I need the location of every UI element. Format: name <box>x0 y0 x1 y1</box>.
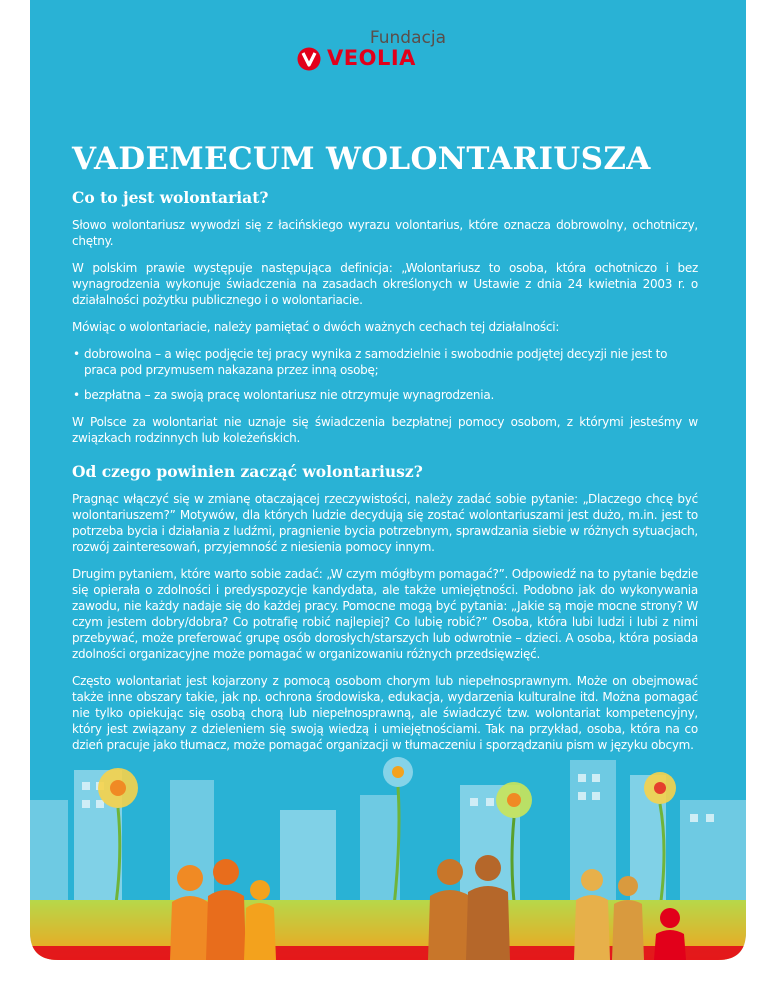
paragraph: W Polsce za wolontariat nie uznaje się świadczenia bezpłatnej pomocy osobom, z którymi jesteśmy w związkach rodzinnych lub koleżeńskich. <box>72 415 698 445</box>
logo-veolia-text: VEOLIA <box>327 46 416 70</box>
city-illustration <box>30 740 746 960</box>
logo-fundacja-text: Fundacja <box>369 28 446 48</box>
document-title: VADEMECUM WOLONTARIUSZA <box>72 141 651 177</box>
paragraph: Drugim pytaniem, które warto sobie zadać: „W czym mógłbym pomagać?”. Odpowiedź na to pytanie będzie się opierała o zdolności i predyspozycje kandydata, ale także umiejętności. Podobno jak do wykonywania zawodu, nie każdy nadaje się do każdej pracy. Pomocne mogą być pytania: „Jakie są moje mocne strony? W czym jestem dobry/dobra? Co potrafię robić najlepiej? Co lubię robić?” Osoba, która lubi ludzi i lubi z nimi przebywać, może preferować grupę osób dorosłych/starszych lub odwrotnie – dzieci. A osoba, która posiada zdolności organizacyjne może pomagać w organizowaniu różnych przedsięwzięć. <box>72 567 698 661</box>
veolia-logo-icon <box>296 46 322 72</box>
bullet-item: • dobrowolna – a więc podjęcie tej pracy wynika z samodzielnie i swobodnie podjętej decyzji nie jest to praca pod przymusem nakazana przez inną osobę; <box>72 346 698 378</box>
section-heading: Od czego powinien zacząć wolontariusz? <box>72 462 423 481</box>
document-body <box>72 140 698 764</box>
bullet-item: • bezpłatna – za swoją pracę wolontariusz nie otrzymuje wynagrodzenia. <box>72 387 698 403</box>
paragraph: Często wolontariat jest kojarzony z pomocą osobom chorym lub niepełnosprawnym. Może on obejmować także inne obszary takie, jak np. ochrona środowiska, edukacja, wydarzenia kulturalne itd. Można pomagać nie tylko opiekując się osobą chorą lub niepełnosprawną, ale świadczyć tzw. wolontariat kompetencyjny, który jest związany z dzieleniem się swoją wiedzą i umiejętnościami. Tak na przykład, osoba, która na co dzień pracuje jako tłumacz, może pomagać organizacji w tłumaczeniu i sporządzaniu pism w języku obcym. <box>72 674 698 752</box>
paragraph: Mówiąc o wolontariacie, należy pamiętać o dwóch ważnych cechach tej działalności: <box>72 320 560 334</box>
section-heading: Co to jest wolontariat? <box>72 188 269 207</box>
bullet-list <box>72 346 698 403</box>
paragraph: Słowo wolontariusz wywodzi się z łacińskiego wyrazu volontarius, które oznacza dobrowolny, ochotniczy, chętny. <box>72 218 698 248</box>
veolia-foundation-logo <box>296 24 446 84</box>
paragraph: Pragnąc włączyć się w zmianę otaczającej rzeczywistości, należy zadać sobie pytanie: „Dlaczego chcę być wolontariuszem?” Motywów, dla których ludzie decydują się zostać wolontariuszami jest dużo, m.in. jest to potrzeba bycia i działania z ludźmi, pragnienie bycia potrzebnym, sprawdzania siebie w różnych sytuacjach, rozwój zainteresowań, przyjemność z niesienia pomocy innym. <box>72 492 698 554</box>
paragraph: W polskim prawie występuje następująca definicja: „Wolontariusz to osoba, która ochotniczo i bez wynagrodzenia wykonuje świadczenia na zasadach określonych w Ustawie z dnia 24 kwietnia 2003 r. o działalności pożytku publicznego i o wolontariacie. <box>72 261 698 307</box>
